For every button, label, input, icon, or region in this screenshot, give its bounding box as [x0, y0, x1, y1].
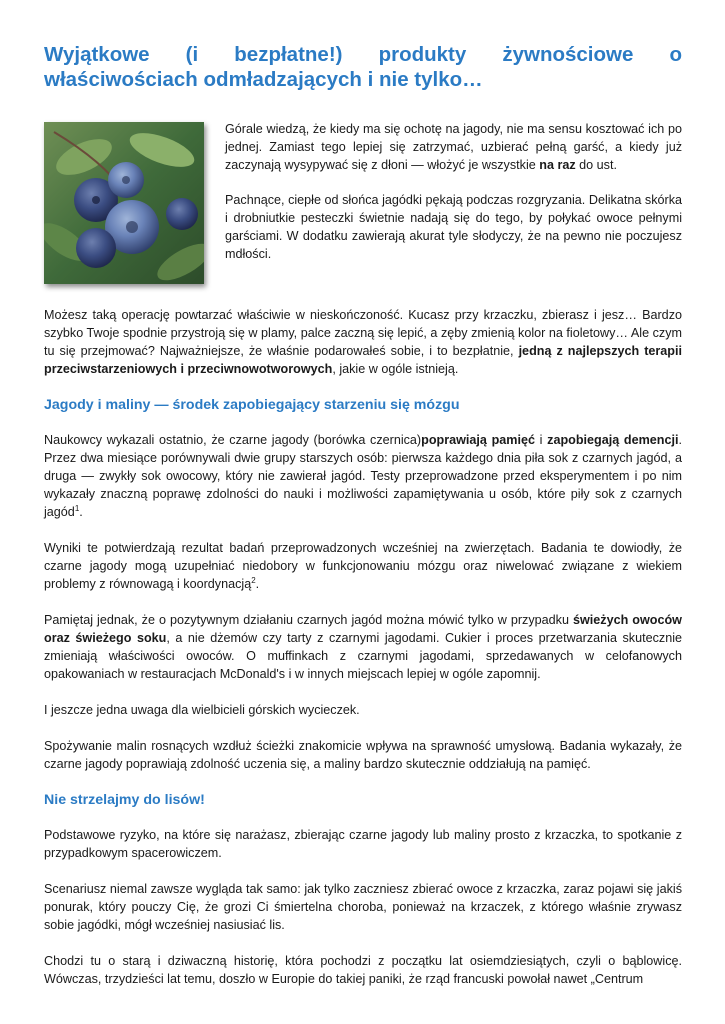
paragraph-3 [44, 306, 682, 378]
footnote-ref: 1 [74, 503, 80, 513]
bold-text: zapobiegają demencji [547, 433, 679, 447]
title-line-1: Wyjątkowe (i bezpłatne!) produkty żywnościowe o [44, 43, 682, 66]
bold-text: świeżych owoców oraz świeżego soku [44, 613, 682, 645]
bold-text: poprawiają pamięć [421, 433, 535, 447]
text-run: i [535, 433, 548, 447]
section1-paragraph-5: Spożywanie malin rosnących wzdłuż ścieżki znakomicie wpływa na sprawność umysłową. Badania wykazały, że czarne jagody poprawiają zdolność uczenia się, a maliny bardzo skutecznie oddziałują na pamięć. [44, 739, 682, 771]
text-run: Możesz taką operację powtarzać właściwie w nieskończoność. Kucasz przy krzaczku, zbierasz i jesz… Bardzo szybko Twoje spodnie przystroją się w plamy, palce zaczną się lepić, a zęby zmienią kolor na fioletowy… Ale czym tu się przejmować? Najważniejsze, że właśnie podarowałeś sobie, i to bezpłatnie, [44, 308, 682, 358]
section1-paragraph-2 [44, 539, 682, 593]
bold-text: jedną z najlepszych terapii przeciwstarzeniowych i przeciwnowotworowych [44, 344, 683, 376]
footnote-ref: 2 [251, 575, 256, 585]
intro-paragraph-1 [225, 120, 682, 174]
bold-text: na raz [539, 158, 576, 172]
text-run: , jakie w ogóle istnieją. [332, 362, 459, 376]
intro-block [44, 120, 682, 288]
section-heading-foxes: Nie strzelajmy do lisów! [44, 792, 205, 808]
text-run: . Przez dwa miesiące porównywali dwie grupy starszych osób: pierwsza każdego dnia piła sok z czarnych jagód, a druga — zwykły sok owocowy, który nie zawierał jagód. Testy przeprowadzone przed eksperymentem i po nim wykazały znaczną poprawę zdolności do nauki i możliwości zapamiętywania u osób, które piły sok z czarnych jagód [44, 433, 683, 519]
text-run: do ust. [575, 158, 617, 172]
text-run: Pamiętaj jednak, że o pozytywnym działaniu czarnych jagód można mówić tylko w przypadku [44, 613, 573, 627]
text-run: Naukowcy wykazali ostatnio, że czarne jagody (borówka czernica) [44, 433, 422, 447]
text-run: . [79, 505, 83, 519]
section-heading-brain: Jagody i maliny — środek zapobiegający starzeniu się mózgu [44, 397, 460, 413]
section2-paragraph-3: Chodzi tu o starą i dziwaczną historię, która pochodzi z początku lat osiemdziesiątych, czyli o bąblowicę. Wówczas, trzydzieści lat temu, doszło w Europie do takiej paniki, że rząd francuski powołał nawet „Centrum [44, 954, 682, 986]
section1-paragraph-1 [44, 431, 682, 521]
title-line-2: właściwościach odmładzających i nie tylko… [44, 68, 483, 91]
intro-text [225, 120, 682, 263]
text-run: Wyniki te potwierdzają rezultat badań przeprowadzonych wcześniej na zwierzętach. Badania te dowiodły, że czarne jagody mogą uzupełniać niedobory w funkcjonowaniu mózgu oraz niwelować związane z wiekiem problemy z równowagą i koordynacją [44, 541, 682, 591]
intro-paragraph-2: Pachnące, ciepłe od słońca jagódki pękają podczas rozgryzania. Delikatna skórka i drobniutkie pesteczki świetnie nadają się do tego, by połykać owoce pełnymi garściami. W dodatku zawierają akurat tyle słodyczy, że na pewno nie poczujesz mdłości. [225, 193, 682, 261]
page-title [44, 42, 682, 92]
section1-paragraph-3 [44, 611, 682, 683]
text-run: . [255, 577, 260, 591]
text-run: , a nie dżemów czy tarty z czarnymi jagodami. Cukier i proces przetwarzania skutecznie zmieniają właściwości owoców. O muffinkach z czarnymi jagodami, sprzedawanych w celofanowych opakowaniach w restauracjach McDonald's i w innych miejscach lepiej w ogóle zapomnij. [44, 631, 682, 681]
text-run: Górale wiedzą, że kiedy ma się ochotę na jagody, nie ma sensu kosztować ich po jednej. Zamiast tego lepiej się zatrzymać, uzbierać pełną garść, a kiedy już zaczynają wysypywać się z dłoni — włożyć je wszystkie [225, 122, 682, 172]
section1-paragraph-4: I jeszcze jedna uwaga dla wielbicieli górskich wycieczek. [44, 703, 360, 717]
section2-paragraph-2: Scenariusz niemal zawsze wygląda tak samo: jak tylko zaczniesz zbierać owoce z krzaczka, zaraz pojawi się jakiś ponurak, który pouczy Cię, że grozi Ci śmiertelna choroba, ponieważ na krzaczek, z którego właśnie zrywasz sobie jagódki, mógł wcześniej nasiusiać lis. [44, 882, 682, 932]
document-page [44, 42, 682, 988]
section2-paragraph-1: Podstawowe ryzyko, na które się narażasz, zbierając czarne jagody lub maliny prosto z krzaczka, to spotkanie z przypadkowym spacerowiczem. [44, 828, 682, 860]
blueberries-photo [44, 122, 204, 284]
